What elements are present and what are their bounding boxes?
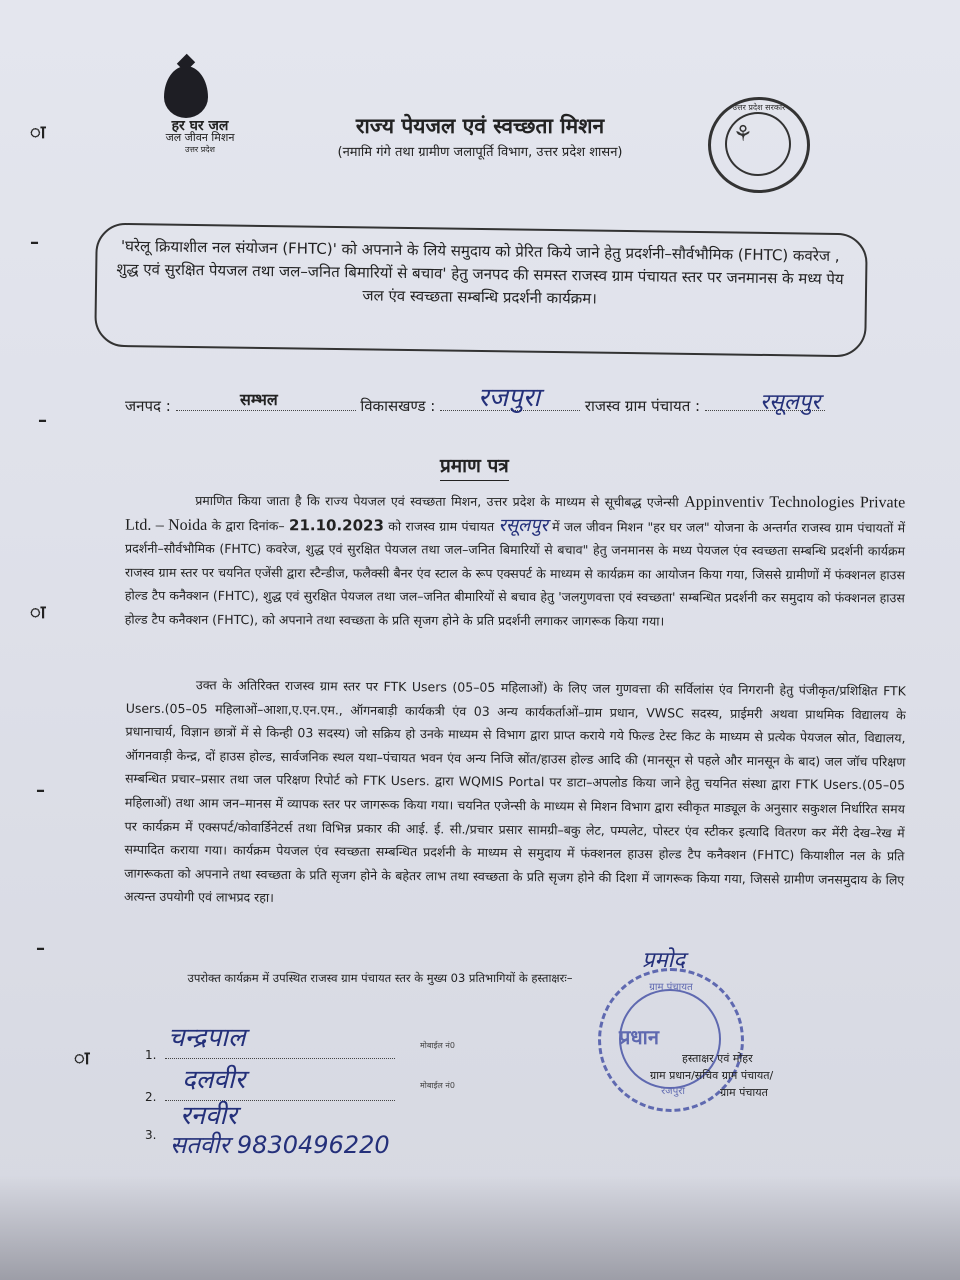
participant-row: 1. bbox=[145, 1044, 395, 1062]
program-heading: 'घरेलू क्रियाशील नल संयोजन (FHTC)' को अपनाने के लिये समुदाय को प्रेरित किये जाने हेतु प्रदर्शनी–सौर्वभौमिक (FHTC) कवरेज , शुद्ध एवं सुरक्षित पेयजल तथा जल–जनित बिमारियों से बचाव' हेतु जनपद की समस्त राजस्व ग्राम पंचायत स्तर पर जनमानस के मध्य पेय जल एंव स्वच्छता सम्बन्धि प्रदर्शनी कार्यक्रम। bbox=[116, 236, 844, 308]
up-government-emblem bbox=[708, 97, 810, 193]
certificate-title: प्रमाण पत्र bbox=[440, 452, 509, 481]
mission-title: राज्य पेयजल एवं स्वच्छता मिशन bbox=[355, 114, 605, 138]
logo-line3: उत्तर प्रदेश bbox=[185, 145, 215, 154]
gp-hand: रसूलपुर bbox=[498, 514, 548, 536]
gp-label: राजस्व ग्राम पंचायत : bbox=[584, 397, 701, 415]
emblem-text: उत्तर प्रदेश सरकार bbox=[732, 103, 786, 112]
attendance-note: उपरोक्त कार्यक्रम में उपस्थित राजस्व ग्राम पंचायत स्तर के मुख्य 03 प्रतिभागियों के हस्ताक्षरः– bbox=[187, 971, 573, 985]
company-name: Appinventiv Technologies Private Ltd. – Noida bbox=[125, 493, 906, 534]
margin-mark: ा bbox=[74, 1048, 90, 1069]
block-label: विकासखण्ड : bbox=[360, 397, 436, 415]
har-ghar-jal-logo bbox=[150, 62, 250, 172]
para1-lead: प्रमाणित किया जाता है कि राज्य पेयजल एवं स्वच्छता मिशन, उत्तर प्रदेश के माध्यम से सूचीबद्ध एजेन्सी bbox=[195, 492, 679, 510]
pradhan-sign-label: हस्ताक्षर एवं मोहर ग्राम प्रधान/सचिव ग्राम पंचायत/ ग्राम पंचायत bbox=[650, 1052, 774, 1099]
participant-row: 3. bbox=[145, 1128, 157, 1142]
date-label: के द्वारा दिनांक– bbox=[211, 517, 285, 533]
gp-value: रसूलपुर bbox=[760, 390, 821, 415]
margin-mark: – bbox=[36, 938, 45, 959]
district-value: सम्भल bbox=[240, 390, 278, 409]
participant-signature: चन्द्रपाल bbox=[168, 1023, 246, 1053]
para1-body: में जल जीवन मिशन "हर घर जल" योजना के अन्तर्गत राजस्व ग्राम पंचायतों में प्रदर्शनी–सौर्वभौमिक (FHTC) कवरेज, शुद्ध एवं सुरक्षित पेयजल तथा जल–जनित बिमारियों से बचाव" हेतु जनमानस के मध्य पेयजल एंव स्वच्छता सम्बन्धि प्रदर्शनी कार्यक्रम राजस्व ग्राम स्तर पर चयनित एजेंसी द्वारा स्टैन्डीज, फलैक्सी बैनर एंव स्टाल के रूप एक्सपर्ट के माध्यम से कार्यक्रम का आयोजन किया गया, जिससे ग्रामीणों में फंक्शनल हाउस होल्ड टैप कनैक्शन (FHTC), शुद्ध एवं सुरक्षित पेयजल तथा जल–जनित बीमारियों से बचाव हेतु 'जलगुणवत्ता एवं स्वच्छता' सम्बन्धित प्रदर्शनी कर समुदाय को फंक्शनल हाउस होल्ड टैप कनैक्शन (FHTC), को अपनाने तथा स्वच्छता के प्रति सृजग होने के प्रति प्रदर्शनी लगाकर जागरूक किया गया। bbox=[124, 518, 906, 629]
district-label: जनपद : bbox=[125, 397, 171, 415]
location-fields bbox=[125, 396, 825, 416]
stamp-bottom-text: रजपुरा bbox=[661, 1086, 685, 1097]
block-value: रजपुरा bbox=[478, 383, 541, 413]
paragraph-2 bbox=[124, 673, 906, 916]
stamp-mid-text: प्रधान bbox=[619, 1025, 659, 1049]
margin-mark: ा bbox=[30, 602, 46, 623]
logo-line2: जल जीवन मिशन bbox=[165, 131, 235, 144]
mission-subtitle: (नमामि गंगे तथा ग्रामीण जलापूर्ति विभाग, उत्तर प्रदेश शासन) bbox=[337, 145, 623, 160]
stamp-top-text: ग्राम पंचायत bbox=[649, 982, 693, 993]
mobile-label: मोबाईल नं0 bbox=[420, 1081, 455, 1090]
participant-signature: दलवीर bbox=[182, 1065, 246, 1095]
participant-mobile: सतवीर 9830496220 bbox=[170, 1131, 390, 1159]
participant-signature: रनवीर bbox=[180, 1101, 237, 1131]
fish-bow-icon: ⚘ bbox=[733, 122, 753, 147]
water-drop-icon bbox=[164, 66, 208, 118]
margin-mark: – bbox=[30, 232, 39, 253]
mobile-label: मोबाईल नं0 bbox=[420, 1041, 455, 1050]
pradhan-signature: प्रमोद bbox=[642, 948, 686, 973]
participant-row: 2. bbox=[145, 1086, 395, 1104]
logo-line1: हर घर जल bbox=[171, 118, 229, 134]
para2-text: उक्त के अतिरिक्त राजस्व ग्राम स्तर पर FTK Users (05–05 महिलाओं) के लिए जल गुणवत्ता की सर्विलांस एंव निगरानी हेतु पंजीकृत/प्रशिक्षित FTK Users.(05–05 महिलाओं–आशा,ए.एन.एम., ऑगनबाड़ी कार्यकत्री एंव 03 अन्य कार्यकर्ताओं–ग्राम प्रधान, VWSC सदस्य, प्राईमरी अथवा प्राथमिक विद्यालय के प्रधानाचार्य, विज्ञान छात्रों में से किन्ही 03 सदस्य) जो सक्रिय हो उनके माध्यम से विभाग द्वारा प्राप्त कराये गये फिल्ड टेस्ट किट के माध्यम से प्रत्येक पेयजल स्रोत, विद्यालय, ऑगनवाड़ी केन्द्र, दों हाउस होल्ड, सार्वजनिक स्थल यथा–पंचायत भवन एंव अन्य निजि स्रोंत/हाउस होल्ड आदि की (मानसून से पहले और मानसून के बाद) जल जॉच परिक्षण सम्बन्धित प्रचार–प्रसार तथा जल परिक्षण रिपोर्ट को FTK Users. द्वारा WQMIS Portal पर डाटा–अपलोड किया जाने हेतु चयनित संस्था द्वारा FTK Users.(05–05 महिलाओं) तथा आम जन–मानस में व्यापक स्तर पर जागरूक किया गया। चयनित एजेन्सी के माध्यम से मिशन विभाग द्वारा स्वीकृत माड्यूल के अनुसार सकुशल निर्धारित समय पर कार्यक्रम में एक्सपर्ट/कोवार्डिनेटर्स तथा विभिन्न प्रकार की आई. ई. सी./प्रचार प्रसार सामग्री–बकु लेट, पम्पलेट, पोस्टर एंव स्टीकर इत्यादि वितरण कर मेंरी देख–रेख में सम्पादित कराया गया। कार्यक्रम पेयजल एंव स्वच्छता सम्बन्धित प्रदर्शनी के माध्यम से समुदाय में फंक्शनल हाउस होल्ड टैप कनैक्शन (FHTC) कियाशील नल के प्रति जागरूकता को अपनाने तथा स्वच्छता के प्रति सृजग होने के बहेतर लाभ तथा स्वच्छता के प्रति सृजग होने की दिशा में जागरूक किया गया, जिससे ग्रामीण जनसमुदाय के लिए अत्यन्त उपयोगी एवं लाभप्रद रहा। bbox=[124, 677, 906, 906]
gp-text: को राजस्व ग्राम पंचायत bbox=[388, 518, 495, 534]
margin-mark: – bbox=[38, 410, 47, 431]
paragraph-1 bbox=[125, 489, 905, 634]
margin-mark: – bbox=[36, 780, 45, 801]
date-value: 21.10.2023 bbox=[289, 515, 384, 535]
margin-mark: ा bbox=[30, 122, 46, 143]
